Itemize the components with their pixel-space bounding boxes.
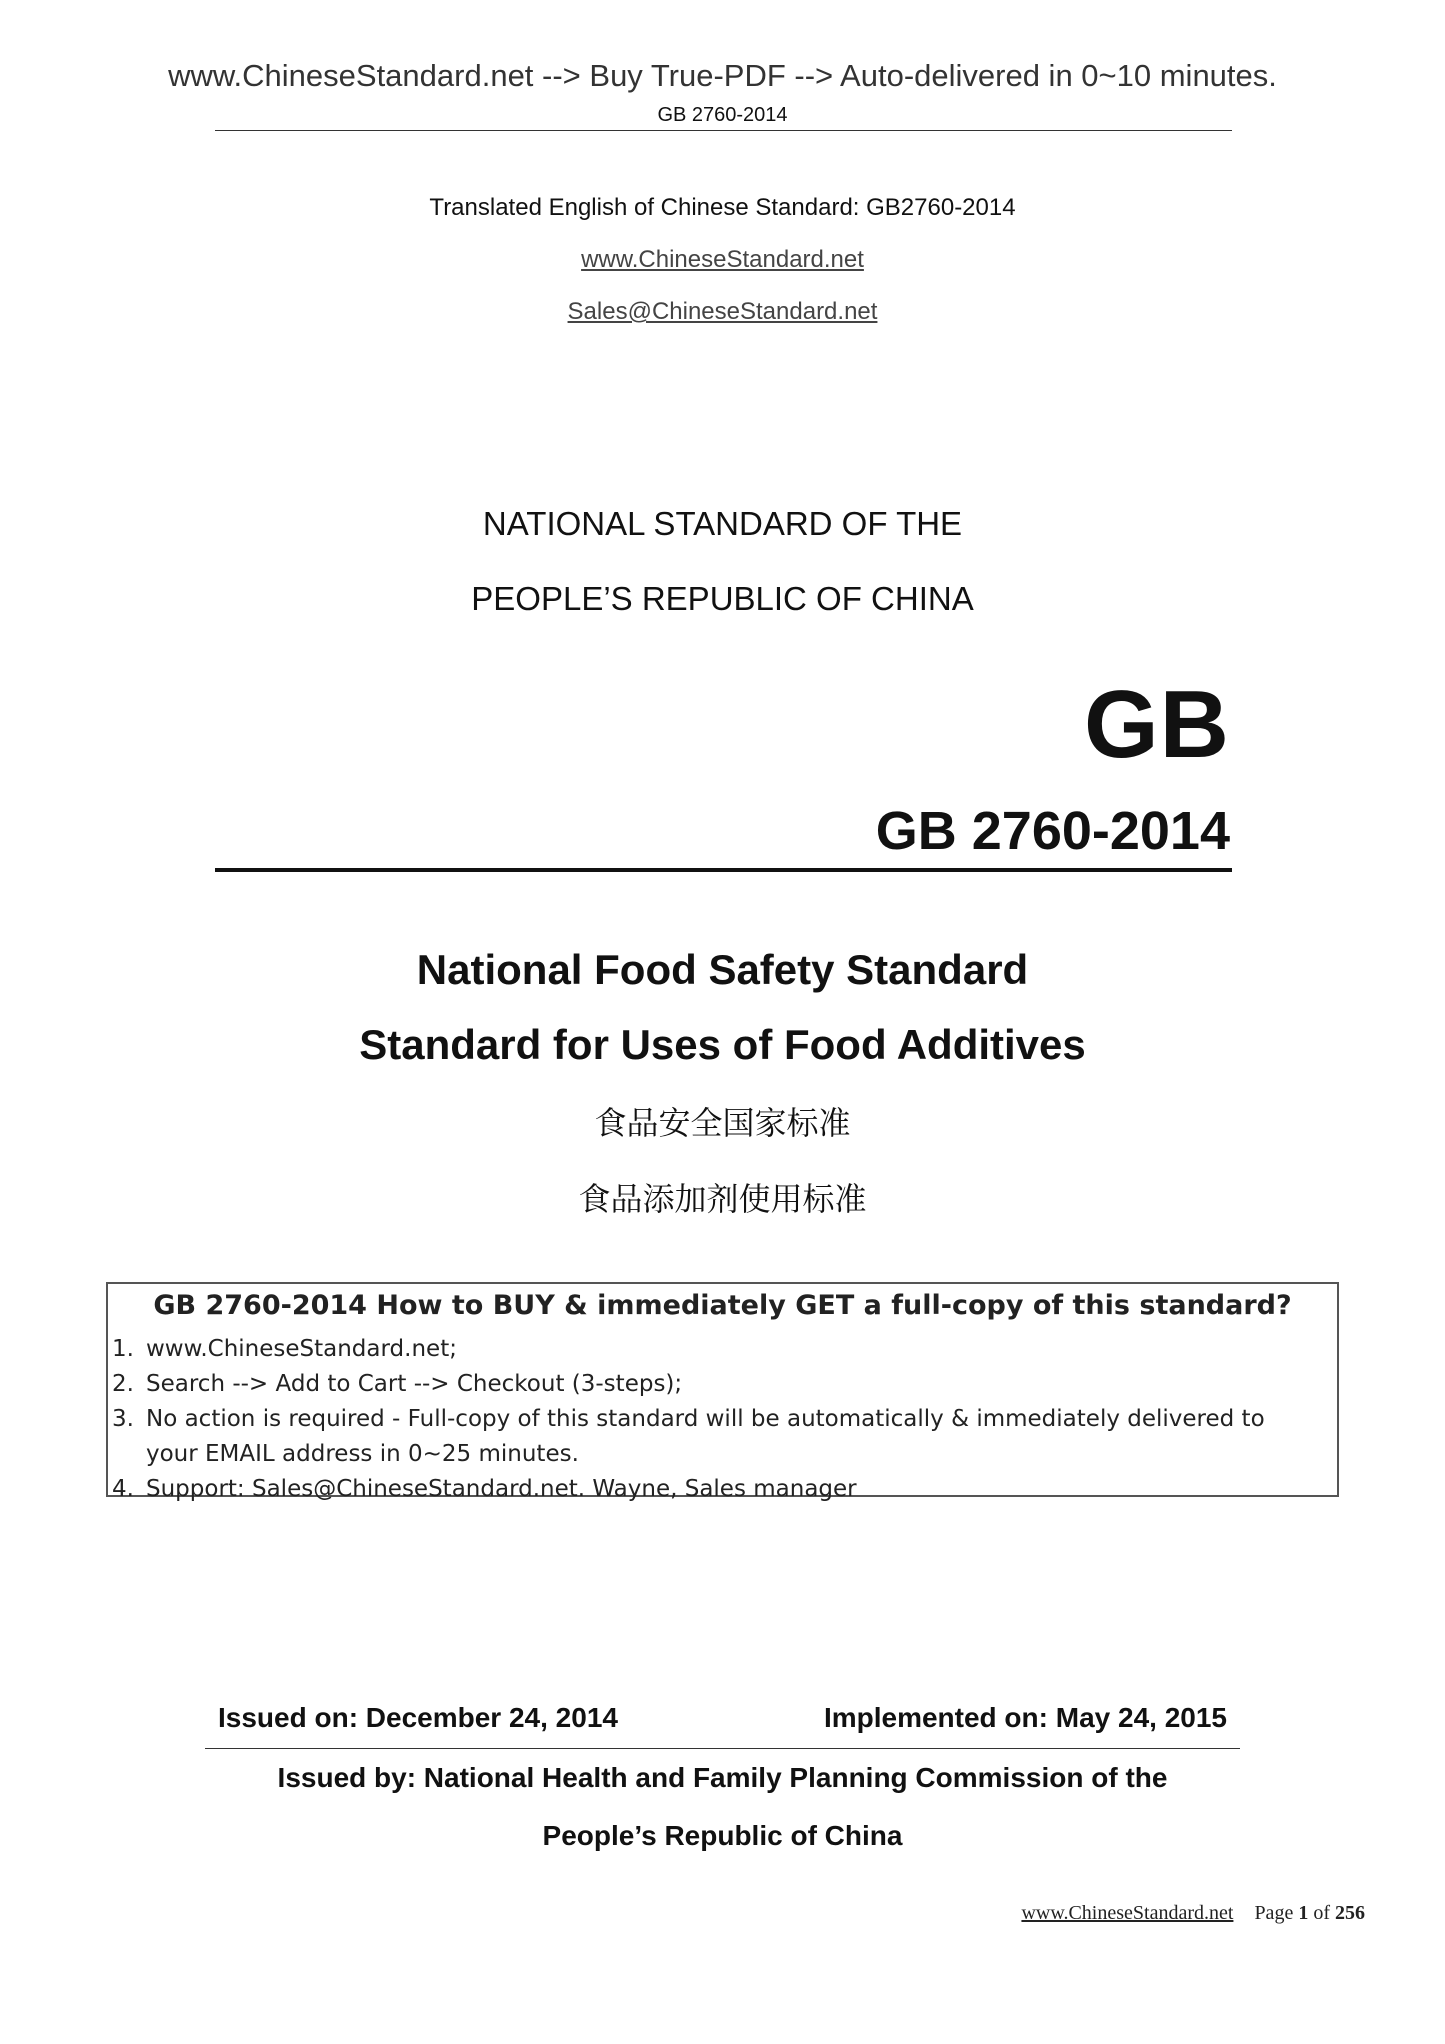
title-english-line1: National Food Safety Standard	[416, 946, 1029, 993]
website-link[interactable]: www.ChineseStandard.net	[581, 246, 864, 273]
translated-note: Translated English of Chinese Standard: GB2760-2014	[429, 194, 1016, 221]
header-divider	[215, 130, 1232, 131]
list-item-number: 3.	[112, 1406, 134, 1432]
purchase-box-title: GB 2760-2014 How to BUY & immediately GET a full-copy of this standard?	[153, 1290, 1292, 1321]
list-item-number: 1.	[112, 1336, 134, 1362]
title-english-line2: Standard for Uses of Food Additives	[359, 1021, 1086, 1068]
list-item	[108, 1367, 1337, 1402]
page-label: Page	[1254, 1902, 1294, 1924]
issue-divider	[205, 1748, 1240, 1749]
list-item	[108, 1332, 1337, 1367]
list-item-number: 2.	[112, 1371, 134, 1397]
issued-by-line1: Issued by: National Health and Family Planning Commission of the	[277, 1762, 1168, 1793]
list-item	[108, 1472, 1337, 1507]
national-standard-line1: NATIONAL STANDARD OF THE	[482, 505, 963, 542]
implemented-on-date: Implemented on: May 24, 2015	[823, 1702, 1227, 1733]
page-current: 1	[1298, 1902, 1309, 1924]
list-item-text: No action is required - Full-copy of this standard will be automatically & immediately delivered to your EMAIL address in 0~25 minutes.	[146, 1406, 1265, 1467]
standard-number: GB 2760-2014	[875, 801, 1230, 861]
title-chinese-line1: 食品安全国家标准	[594, 1104, 851, 1142]
page-footer	[1021, 1902, 1365, 1925]
footer-website-link[interactable]: www.ChineseStandard.net	[1021, 1902, 1234, 1924]
gb-mark: GB	[1084, 671, 1230, 778]
issued-on-date: Issued on: December 24, 2014	[218, 1702, 618, 1733]
list-item-text: Search --> Add to Cart --> Checkout (3-steps);	[146, 1371, 683, 1397]
sales-email-link[interactable]: Sales@ChineseStandard.net	[567, 298, 878, 325]
list-item-number: 4.	[112, 1476, 134, 1502]
page-of-label: of	[1313, 1902, 1330, 1924]
purchase-steps-list	[108, 1332, 1337, 1507]
national-standard-line2: PEOPLE’S REPUBLIC OF CHINA	[471, 580, 974, 617]
list-item-text: www.ChineseStandard.net;	[146, 1336, 457, 1362]
standard-divider	[215, 868, 1232, 872]
top-banner: www.ChineseStandard.net --> Buy True-PDF --> Auto-delivered in 0~10 minutes.	[168, 58, 1277, 93]
list-item	[108, 1402, 1337, 1472]
title-chinese-line2: 食品添加剂使用标准	[578, 1180, 867, 1218]
list-item-text: Support: Sales@ChineseStandard.net. Wayne, Sales manager	[146, 1476, 857, 1502]
purchase-info-box	[106, 1282, 1339, 1502]
page-total: 256	[1335, 1902, 1365, 1924]
header-standard-code: GB 2760-2014	[657, 104, 788, 126]
issued-by-line2: People’s Republic of China	[542, 1820, 903, 1851]
